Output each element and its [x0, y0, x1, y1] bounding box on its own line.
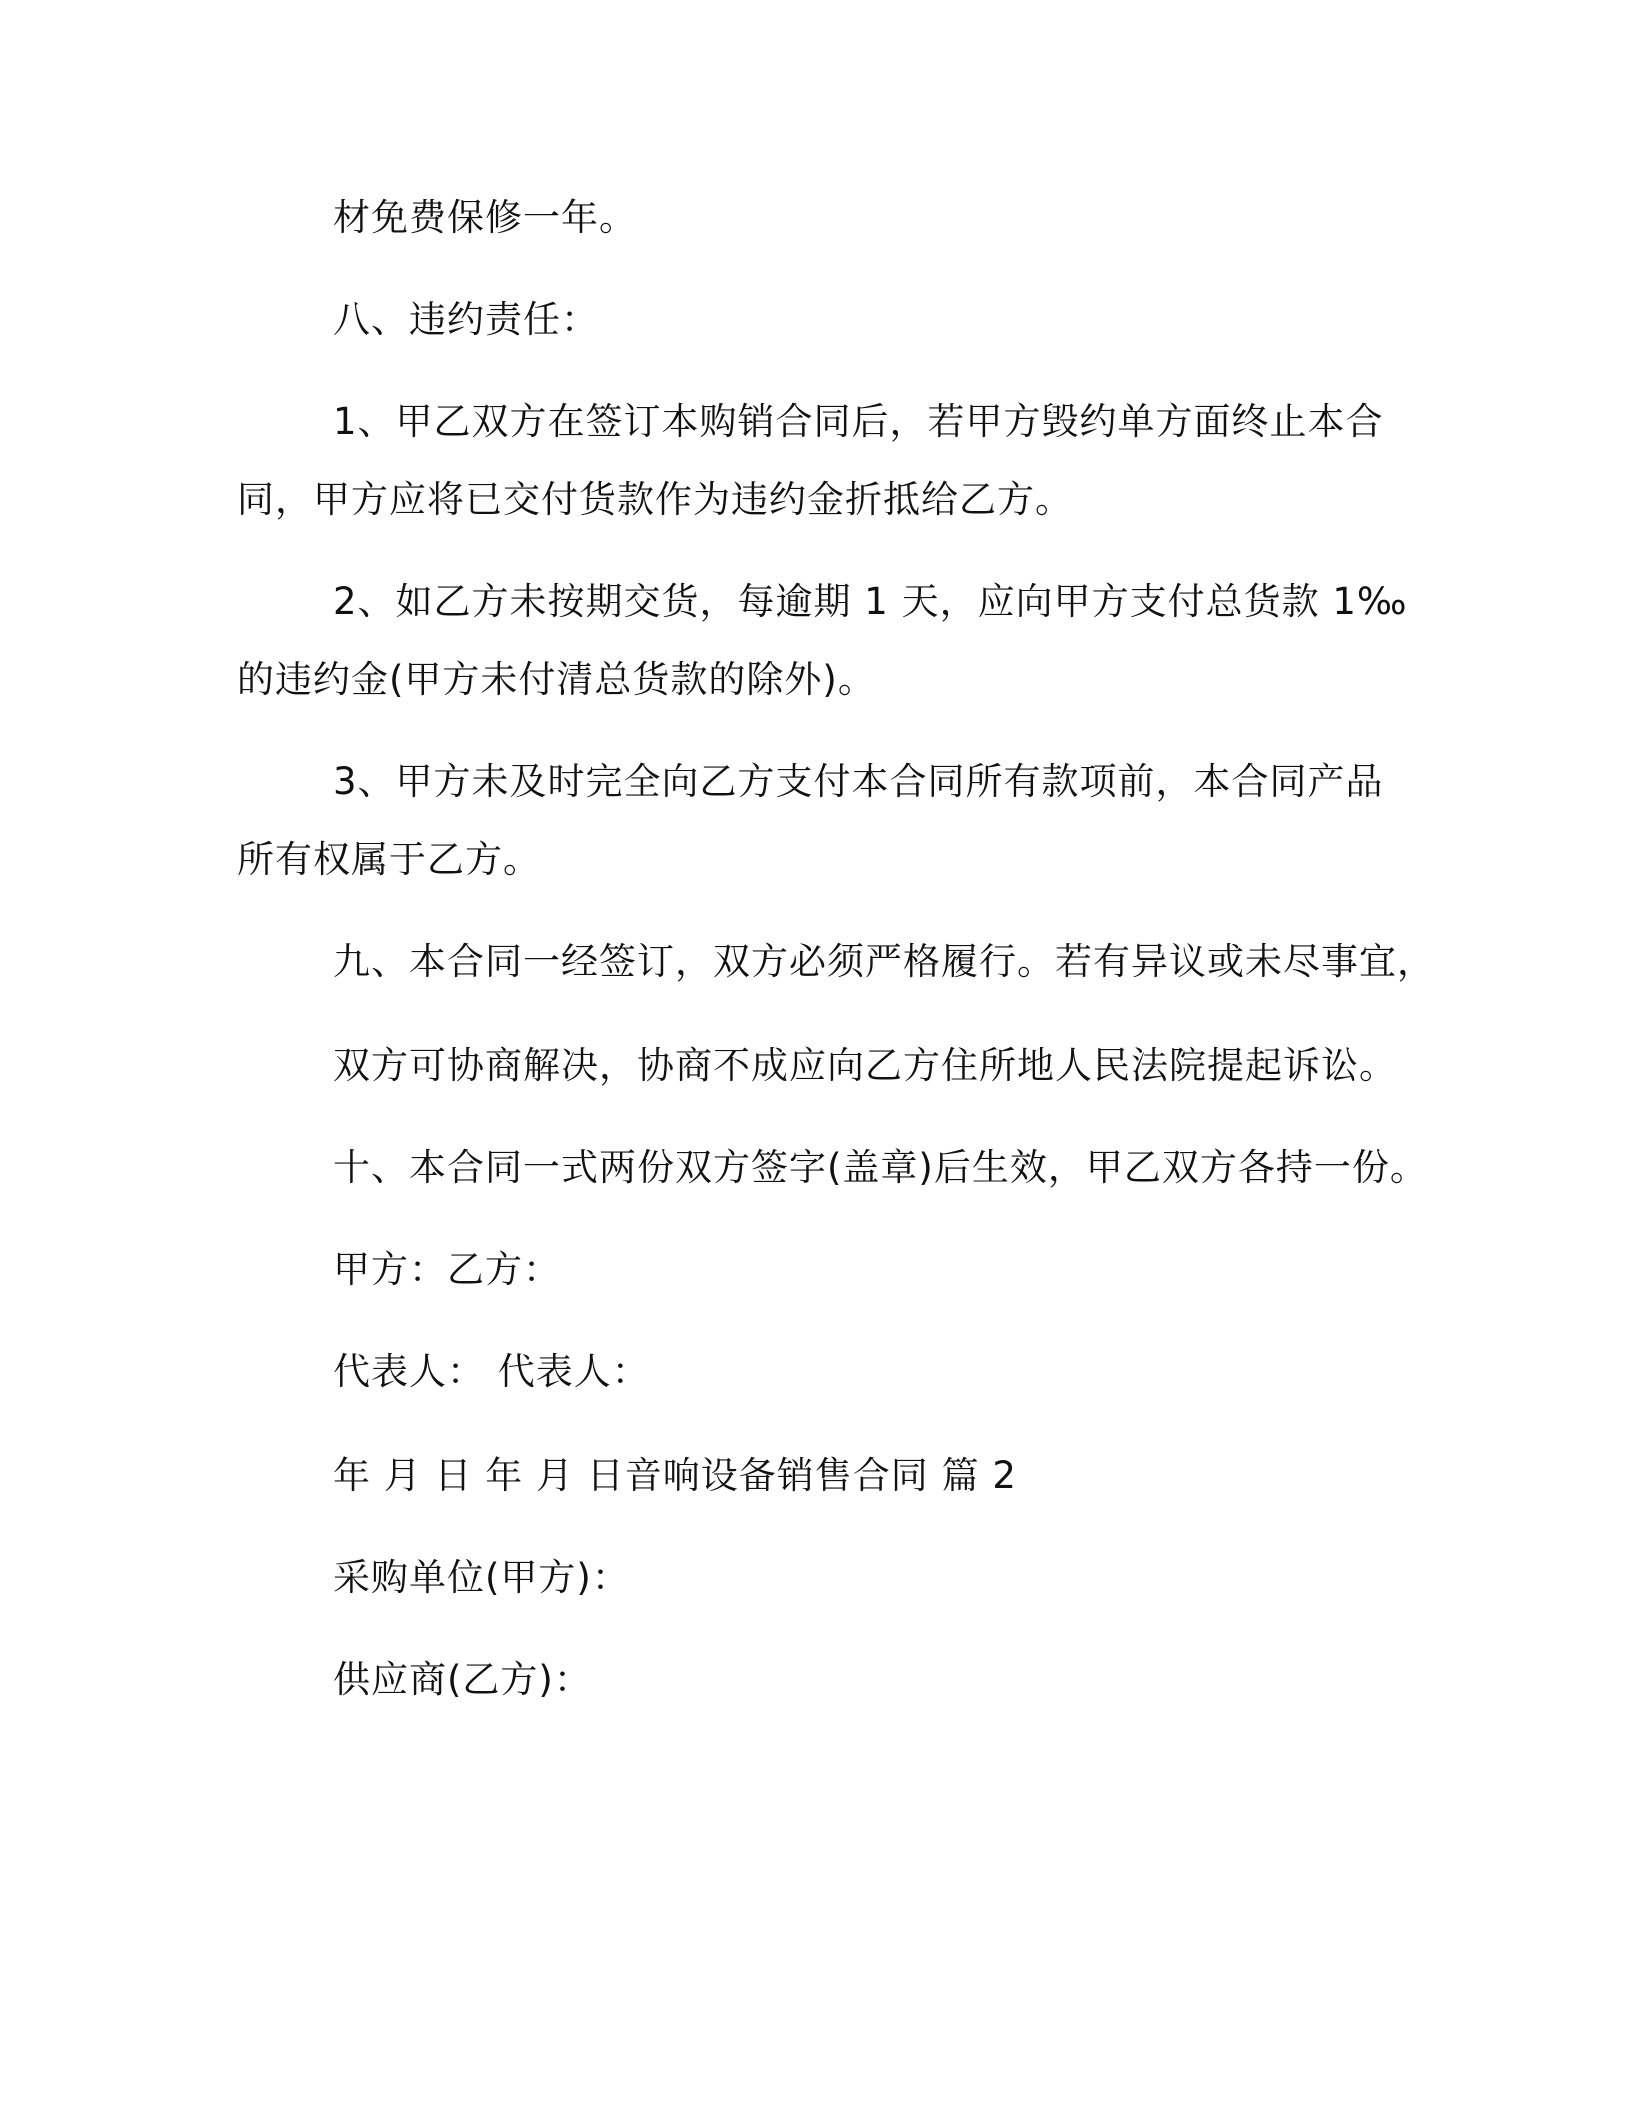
clause-3-line-2: 所有权属于乙方。: [237, 838, 541, 881]
supplier-label: 供应商(乙方)：: [333, 1658, 592, 1701]
clause-2-line-2: 的违约金(甲方未付清总货款的除外)。: [237, 658, 876, 701]
clause-2-line-1: 2、如乙方未按期交货，每逾期 1 天，应向甲方支付总货款 1‰: [333, 580, 1408, 623]
section-nine-line-1: 九、本合同一经签订，双方必须严格履行。若有异议或未尽事宜，: [333, 940, 1435, 983]
representative-labels: 代表人： 代表人：: [333, 1350, 650, 1393]
clause-1-line-2: 同，甲方应将已交付货款作为违约金折抵给乙方。: [237, 478, 1073, 521]
clause-3-line-1: 3、甲方未及时完全向乙方支付本合同所有款项前，本合同产品: [333, 760, 1384, 803]
text-line-warranty: 材免费保修一年。: [333, 196, 637, 239]
clause-1-line-1: 1、甲乙双方在签订本购销合同后，若甲方毁约单方面终止本合: [333, 400, 1384, 443]
section-heading-breach: 八、违约责任：: [333, 298, 599, 341]
party-labels: 甲方：乙方：: [333, 1248, 561, 1291]
section-nine-line-2: 双方可协商解决，协商不成应向乙方住所地人民法院提起诉讼。: [333, 1044, 1397, 1087]
date-and-title-line: 年 月 日 年 月 日音响设备销售合同 篇 2: [333, 1454, 1017, 1497]
section-ten: 十、本合同一式两份双方签字(盖章)后生效，甲乙双方各持一份。: [333, 1146, 1428, 1189]
buyer-label: 采购单位(甲方)：: [333, 1556, 630, 1599]
